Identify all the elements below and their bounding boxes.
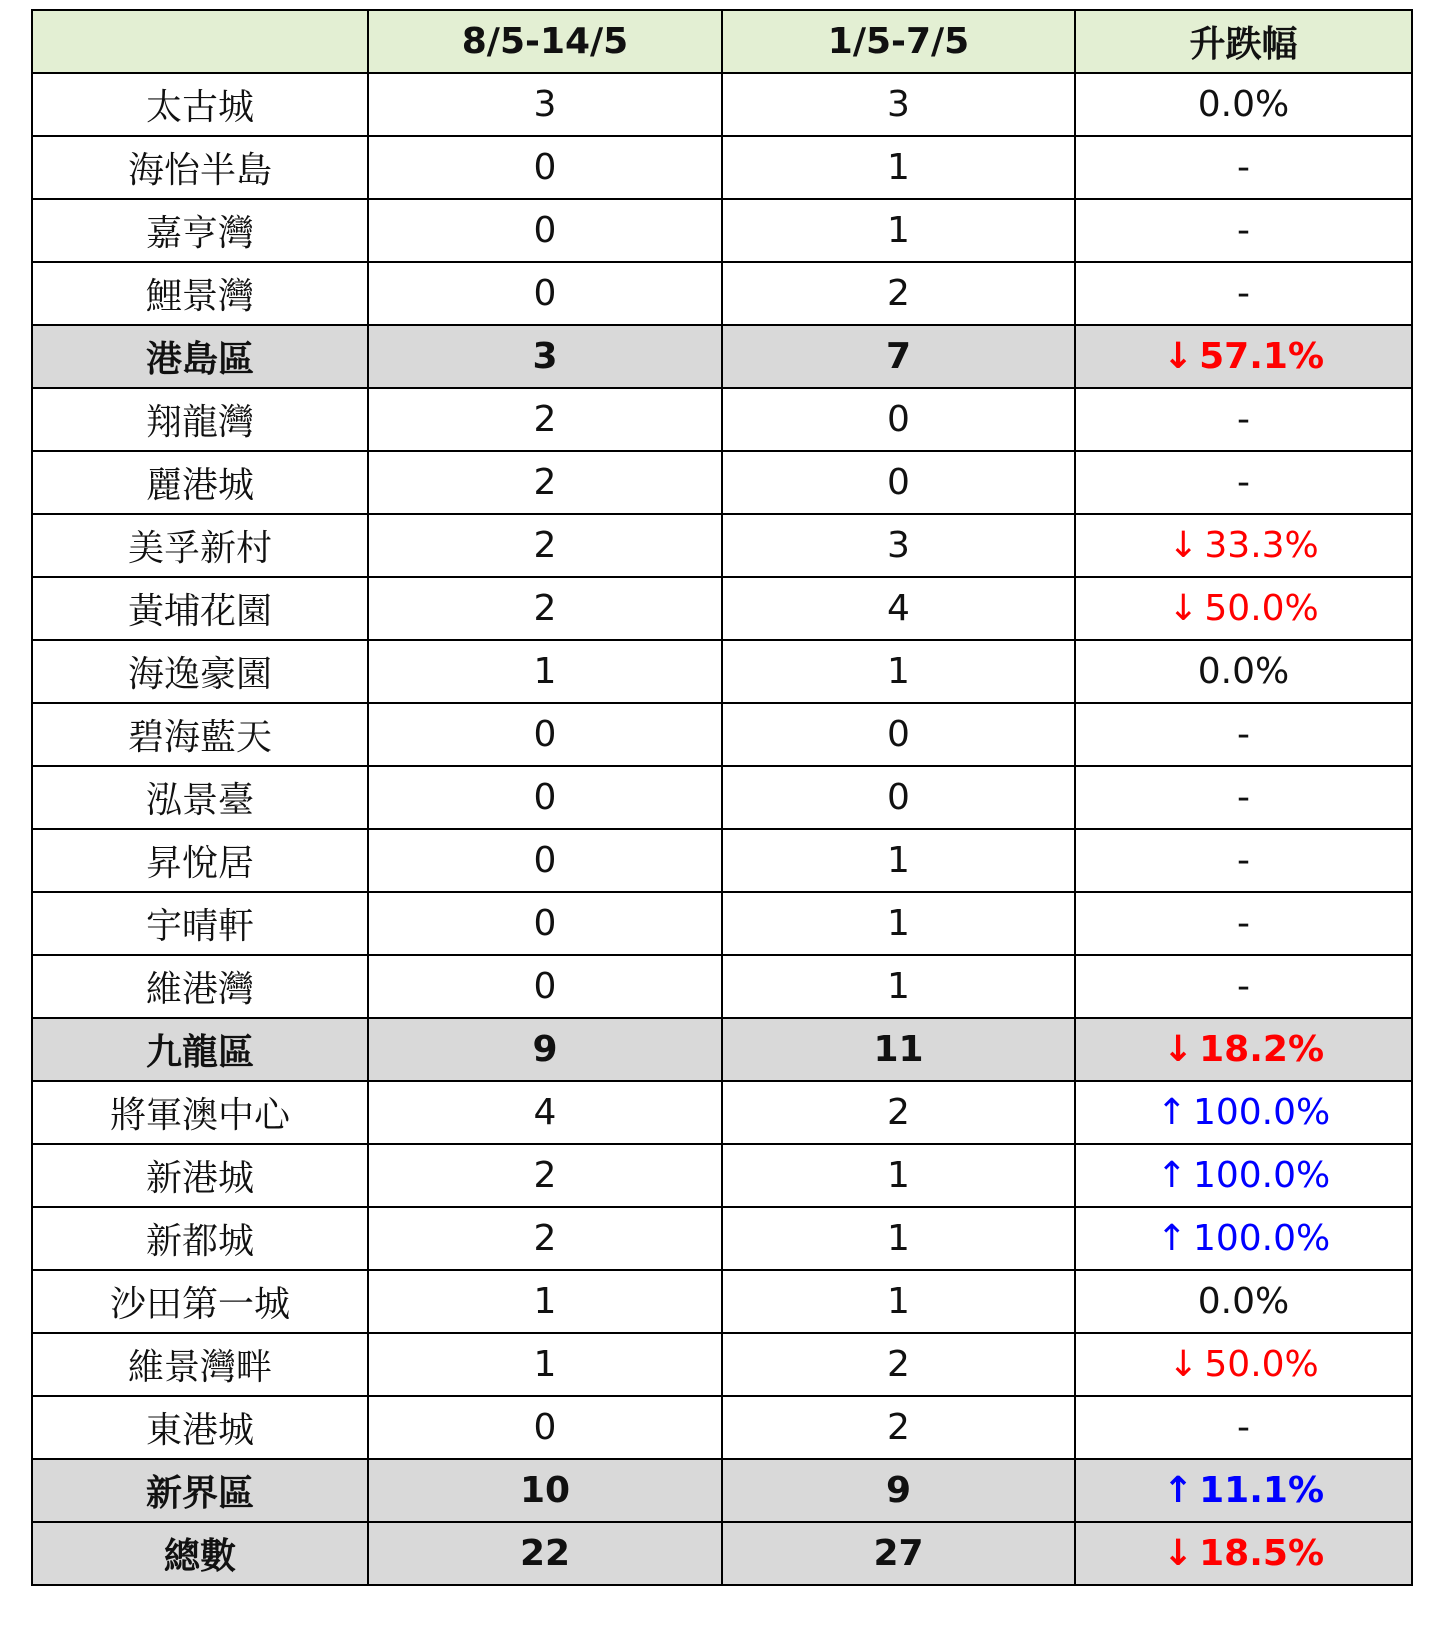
week-previous-cell: 9 xyxy=(722,1459,1075,1522)
subtotal-row xyxy=(32,325,1412,388)
change-cell xyxy=(1075,703,1412,766)
transactions-table xyxy=(31,9,1413,1586)
week-current-cell: 1 xyxy=(368,1270,722,1333)
arrow-down-icon: ↓ xyxy=(1168,525,1199,566)
change-cell xyxy=(1075,577,1412,640)
change-cell xyxy=(1075,892,1412,955)
change-cell xyxy=(1075,199,1412,262)
week-previous-cell: 2 xyxy=(722,1081,1075,1144)
week-current-cell: 0 xyxy=(368,829,722,892)
week-previous-cell: 1 xyxy=(722,829,1075,892)
week-current-cell: 0 xyxy=(368,136,722,199)
estate-name-cell: 海怡半島 xyxy=(32,136,368,199)
table-row xyxy=(32,1144,1412,1207)
change-value: - xyxy=(1237,777,1250,818)
change-value: 0.0% xyxy=(1197,84,1290,125)
week-previous-cell: 1 xyxy=(722,640,1075,703)
change-value: 57.1% xyxy=(1199,336,1325,377)
arrow-down-icon: ↓ xyxy=(1162,1533,1194,1574)
week-current-cell: 2 xyxy=(368,1207,722,1270)
estate-name-cell: 黃埔花園 xyxy=(32,577,368,640)
table-row xyxy=(32,73,1412,136)
estate-name-cell: 新港城 xyxy=(32,1144,368,1207)
change-value: - xyxy=(1237,714,1250,755)
estate-name-cell: 將軍澳中心 xyxy=(32,1081,368,1144)
header-estate xyxy=(32,10,368,73)
estate-name-cell: 鯉景灣 xyxy=(32,262,368,325)
table-row xyxy=(32,262,1412,325)
week-current-cell: 2 xyxy=(368,577,722,640)
week-current-cell: 0 xyxy=(368,703,722,766)
arrow-down-icon: ↓ xyxy=(1168,1344,1199,1385)
estate-name-cell: 沙田第一城 xyxy=(32,1270,368,1333)
table-row xyxy=(32,1270,1412,1333)
week-previous-cell: 1 xyxy=(722,1207,1075,1270)
week-current-cell: 0 xyxy=(368,1396,722,1459)
table-row xyxy=(32,1207,1412,1270)
estate-name-cell: 昇悅居 xyxy=(32,829,368,892)
table-row xyxy=(32,829,1412,892)
change-cell xyxy=(1075,136,1412,199)
table-row xyxy=(32,1333,1412,1396)
table-row xyxy=(32,388,1412,451)
change-cell xyxy=(1075,451,1412,514)
estate-name-cell: 維景灣畔 xyxy=(32,1333,368,1396)
week-previous-cell: 1 xyxy=(722,892,1075,955)
table-body xyxy=(32,73,1412,1585)
estate-name-cell: 港島區 xyxy=(32,325,368,388)
week-current-cell: 2 xyxy=(368,451,722,514)
week-previous-cell: 7 xyxy=(722,325,1075,388)
week-current-cell: 0 xyxy=(368,892,722,955)
change-cell xyxy=(1075,1270,1412,1333)
change-value: - xyxy=(1237,147,1250,188)
header-week-previous: 1/5-7/5 xyxy=(722,10,1075,73)
week-previous-cell: 3 xyxy=(722,514,1075,577)
table-row xyxy=(32,955,1412,1018)
week-previous-cell: 1 xyxy=(722,955,1075,1018)
estate-name-cell: 宇晴軒 xyxy=(32,892,368,955)
header-row xyxy=(32,10,1412,73)
estate-name-cell: 麗港城 xyxy=(32,451,368,514)
table-row xyxy=(32,703,1412,766)
change-value: 0.0% xyxy=(1197,651,1290,692)
week-current-cell: 1 xyxy=(368,1333,722,1396)
table-row xyxy=(32,136,1412,199)
table-row xyxy=(32,1396,1412,1459)
change-cell xyxy=(1075,388,1412,451)
change-cell xyxy=(1075,1207,1412,1270)
change-value: - xyxy=(1237,966,1250,1007)
week-previous-cell: 0 xyxy=(722,388,1075,451)
week-current-cell: 4 xyxy=(368,1081,722,1144)
estate-name-cell: 海逸豪園 xyxy=(32,640,368,703)
change-value: 11.1% xyxy=(1199,1470,1325,1511)
arrow-down-icon: ↓ xyxy=(1168,588,1199,629)
estate-name-cell: 總數 xyxy=(32,1522,368,1585)
change-cell xyxy=(1075,1522,1412,1585)
week-current-cell: 3 xyxy=(368,325,722,388)
week-current-cell: 1 xyxy=(368,640,722,703)
week-previous-cell: 1 xyxy=(722,199,1075,262)
arrow-up-icon: ↑ xyxy=(1156,1218,1187,1259)
estate-name-cell: 嘉亨灣 xyxy=(32,199,368,262)
week-current-cell: 2 xyxy=(368,1144,722,1207)
estate-name-cell: 新都城 xyxy=(32,1207,368,1270)
week-current-cell: 10 xyxy=(368,1459,722,1522)
table-row xyxy=(32,640,1412,703)
estate-name-cell: 東港城 xyxy=(32,1396,368,1459)
week-previous-cell: 27 xyxy=(722,1522,1075,1585)
change-value: 100.0% xyxy=(1192,1092,1331,1133)
table-row xyxy=(32,892,1412,955)
week-current-cell: 0 xyxy=(368,766,722,829)
change-value: 50.0% xyxy=(1204,588,1319,629)
table-row xyxy=(32,766,1412,829)
week-previous-cell: 1 xyxy=(722,1270,1075,1333)
change-value: - xyxy=(1237,210,1250,251)
estate-name-cell: 碧海藍天 xyxy=(32,703,368,766)
estate-name-cell: 維港灣 xyxy=(32,955,368,1018)
estate-name-cell: 太古城 xyxy=(32,73,368,136)
subtotal-row xyxy=(32,1522,1412,1585)
week-current-cell: 0 xyxy=(368,262,722,325)
change-value: - xyxy=(1237,840,1250,881)
week-previous-cell: 0 xyxy=(722,703,1075,766)
week-previous-cell: 2 xyxy=(722,262,1075,325)
week-previous-cell: 1 xyxy=(722,136,1075,199)
change-value: 33.3% xyxy=(1204,525,1319,566)
week-current-cell: 2 xyxy=(368,388,722,451)
week-previous-cell: 11 xyxy=(722,1018,1075,1081)
estate-name-cell: 泓景臺 xyxy=(32,766,368,829)
week-current-cell: 3 xyxy=(368,73,722,136)
change-cell xyxy=(1075,1144,1412,1207)
week-current-cell: 0 xyxy=(368,955,722,1018)
week-current-cell: 0 xyxy=(368,199,722,262)
change-value: 18.2% xyxy=(1199,1029,1325,1070)
estate-name-cell: 翔龍灣 xyxy=(32,388,368,451)
table-row xyxy=(32,451,1412,514)
change-value: 18.5% xyxy=(1199,1533,1325,1574)
arrow-up-icon: ↑ xyxy=(1162,1470,1194,1511)
change-value: - xyxy=(1237,399,1250,440)
table-header xyxy=(32,10,1412,73)
week-current-cell: 22 xyxy=(368,1522,722,1585)
change-cell xyxy=(1075,640,1412,703)
change-cell xyxy=(1075,1396,1412,1459)
change-cell xyxy=(1075,955,1412,1018)
change-cell xyxy=(1075,1333,1412,1396)
arrow-down-icon: ↓ xyxy=(1162,336,1194,377)
week-current-cell: 2 xyxy=(368,514,722,577)
change-cell xyxy=(1075,325,1412,388)
header-change: 升跌幅 xyxy=(1075,10,1412,73)
change-cell xyxy=(1075,829,1412,892)
change-value: 100.0% xyxy=(1192,1218,1331,1259)
table-row xyxy=(32,514,1412,577)
table-row xyxy=(32,577,1412,640)
change-value: - xyxy=(1237,1407,1250,1448)
week-current-cell: 9 xyxy=(368,1018,722,1081)
arrow-up-icon: ↑ xyxy=(1156,1092,1187,1133)
week-previous-cell: 3 xyxy=(722,73,1075,136)
week-previous-cell: 4 xyxy=(722,577,1075,640)
arrow-up-icon: ↑ xyxy=(1156,1155,1187,1196)
week-previous-cell: 0 xyxy=(722,766,1075,829)
change-cell xyxy=(1075,766,1412,829)
estate-name-cell: 九龍區 xyxy=(32,1018,368,1081)
week-previous-cell: 2 xyxy=(722,1333,1075,1396)
change-value: 100.0% xyxy=(1192,1155,1331,1196)
change-cell xyxy=(1075,262,1412,325)
change-cell xyxy=(1075,514,1412,577)
estate-name-cell: 美孚新村 xyxy=(32,514,368,577)
change-value: - xyxy=(1237,462,1250,503)
week-previous-cell: 1 xyxy=(722,1144,1075,1207)
change-value: 0.0% xyxy=(1197,1281,1290,1322)
table-row xyxy=(32,1081,1412,1144)
change-cell xyxy=(1075,1081,1412,1144)
change-cell xyxy=(1075,1018,1412,1081)
subtotal-row xyxy=(32,1018,1412,1081)
arrow-down-icon: ↓ xyxy=(1162,1029,1194,1070)
change-cell xyxy=(1075,73,1412,136)
change-value: - xyxy=(1237,903,1250,944)
estate-name-cell: 新界區 xyxy=(32,1459,368,1522)
change-value: 50.0% xyxy=(1204,1344,1319,1385)
header-week-current: 8/5-14/5 xyxy=(368,10,722,73)
change-value: - xyxy=(1237,273,1250,314)
week-previous-cell: 0 xyxy=(722,451,1075,514)
subtotal-row xyxy=(32,1459,1412,1522)
change-cell xyxy=(1075,1459,1412,1522)
table-row xyxy=(32,199,1412,262)
week-previous-cell: 2 xyxy=(722,1396,1075,1459)
